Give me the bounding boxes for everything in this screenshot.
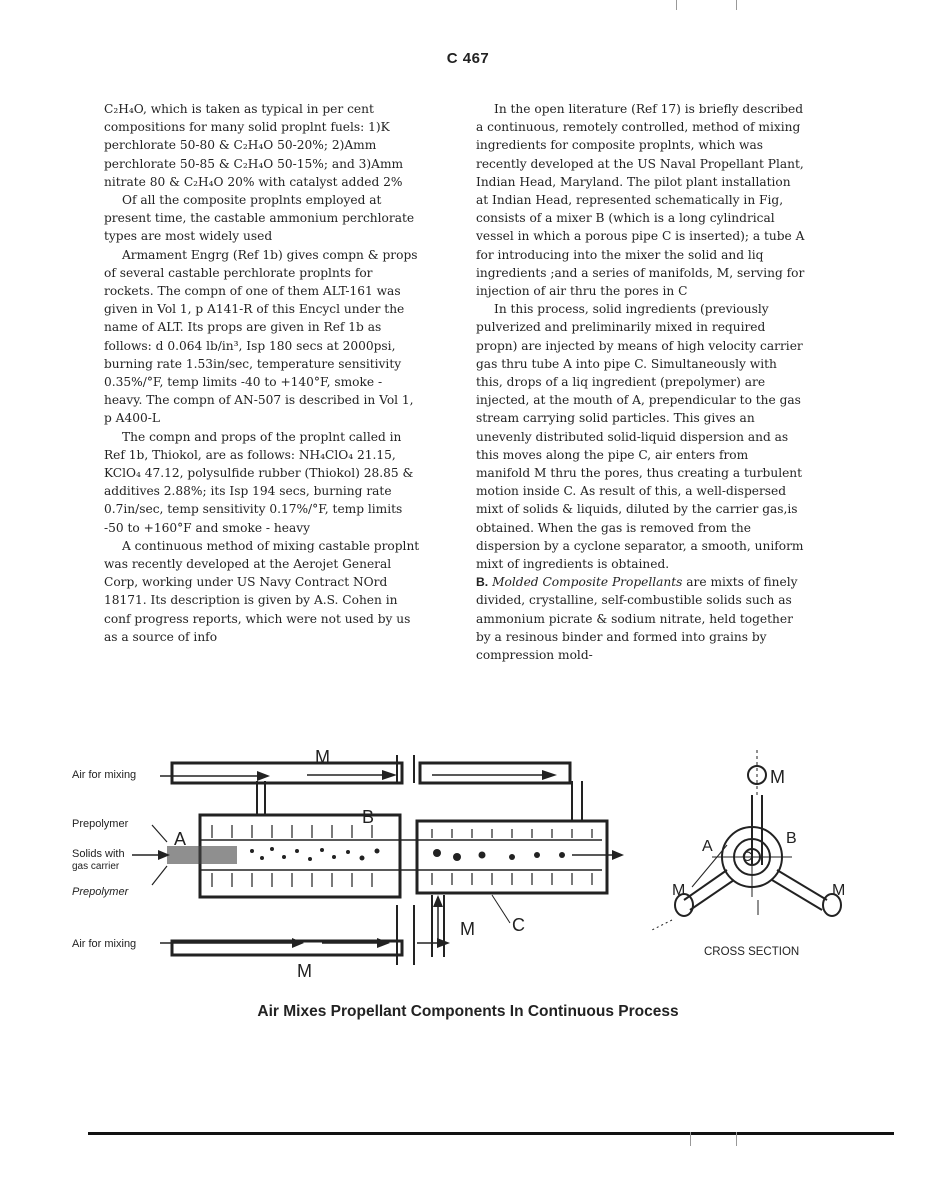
figure-caption: Air Mixes Propellant Components In Continuous Process: [257, 1003, 679, 1020]
scan-tick: [676, 0, 677, 10]
cs-label-m-left: M: [672, 882, 686, 899]
mixer-diagram: [72, 745, 862, 985]
scan-tick: [736, 0, 737, 10]
paragraph: In this process, solid ingredients (previously pulverized and preliminarily mixed in required propn) are injected by means of high velocity carrier gas thru tube A into pipe C. Simultaneously with this, drops of a liq ingredient (prepolymer) are injected, at the mouth of A, prependicular to the gas stream carrying solid particles. This gives an unevenly distributed solid-liquid dispersion and as this moves along the pipe C, air enters from manifold M thru the pores, thus creating a turbulent motion inside C. As result of this, a well-dispersed mixt of solids & liquids, diluted by the carrier gas,is obtained. When the gas is removed from the dispersion by a cyclone separator, a smooth, uniform mixt of ingredients is obtained.: [476, 302, 804, 572]
cs-label-c: C: [742, 848, 753, 864]
label-c: C: [512, 915, 525, 935]
cs-label-a: A: [702, 838, 713, 855]
section-b-paragraph: [476, 573, 806, 664]
paragraph: A continuous method of mixing castable proplnt was recently developed at the Aerojet General Corp, working under US Navy Contract NOrd 18171. Its description is given by A.S. Cohen in conf progress reports, which were not used by us as a source of info: [104, 538, 420, 644]
cs-label-m-right: M: [832, 882, 846, 899]
page-number: C 467: [446, 50, 490, 67]
label-air-top: Air for mixing: [72, 769, 137, 781]
label-prepolymer-bottom: Prepolymer: [72, 886, 129, 898]
label-air-bottom: Air for mixing: [72, 938, 137, 950]
paragraph: Of all the composite proplnts employed at present time, the castable ammonium perchlorate types are most widely used: [104, 193, 415, 244]
section-b-label: B.: [476, 575, 489, 590]
bottom-rule: [88, 1132, 894, 1135]
top-manifold: [172, 763, 402, 783]
label-b: B: [362, 807, 375, 827]
section-b-title: Molded Composite Propellants: [492, 575, 683, 590]
label-m-top: M: [315, 747, 330, 767]
right-column: [476, 100, 806, 664]
particles: [167, 846, 565, 864]
label-prepolymer-top: Prepolymer: [72, 818, 129, 830]
label-solids-1: Solids with: [72, 848, 125, 860]
label-solids-2: gas carrier: [72, 861, 120, 872]
cs-label-m-top: M: [770, 767, 785, 787]
scan-tick: [690, 1132, 691, 1146]
cross-section: [652, 750, 841, 930]
section-b-text: are mixts of finely divided, crystalline, self-combustible solids such as ammonium picrate & sodium nitrate, held together by a resinous binder and formed into grains by compression mold-: [476, 575, 798, 663]
paragraph: Armament Engrg (Ref 1b) gives compn & props of several castable perchlorate proplnts for rockets. The compn of one of them ALT-161 was given in Vol 1, p A141-R of this Encycl under the name of ALT. Its props are given in Ref 1b as follows: d 0.064 lb/in³, Isp 180 secs at 2000psi, burning rate 1.53in/sec, temperature sensitivity 0.35%/°F, temp limits -40 to +140°F, smoke -heavy. The compn of AN-507 is described in Vol 1, p A400-L: [104, 247, 418, 426]
cross-section-label: CROSS SECTION: [704, 946, 800, 958]
label-m-bottom: M: [297, 961, 312, 981]
label-m-mid: M: [460, 919, 475, 939]
paragraph: C₂H₄O, which is taken as typical in per cent compositions for many solid proplnt fuels: 1)K perchlorate 50-80 & C₂H₄O 50-20%; 2)Amm perchlorate 50-85 & C₂H₄O 50-15%; and 3)Amm nitrate 80 & C₂H₄O 20% with catalyst added 2%: [104, 102, 404, 189]
scan-tick: [736, 1132, 737, 1146]
label-a: A: [174, 829, 187, 849]
cs-label-b: B: [786, 830, 797, 847]
paragraph: In the open literature (Ref 17) is briefly described a continuous, remotely controlled, method of mixing ingredients for composite proplnts, which was recently developed at the US Naval Propellant Plant, Indian Head, Maryland. The pilot plant installation at Indian Head, represented schematically in Fig, consists of a mixer B (which is a long cylindrical vessel in which a porous pipe C is inserted); a tube A for introducing into the mixer the solid and liq ingredients ;and a series of manifolds, M, serving for injection of air thru the pores in C: [476, 102, 805, 299]
left-column: [104, 100, 420, 646]
paragraph: The compn and props of the proplnt called in Ref 1b, Thiokol, are as follows: NH₄ClO₄ 21.15, KClO₄ 47.12, polysulfide rubber (Thiokol) 28.85 & additives 2.88%; its Isp 194 secs, burning rate 0.7in/sec, temp sensitivity 0.17%/°F, temp limits -50 to +160°F and smoke - heavy: [104, 429, 414, 535]
